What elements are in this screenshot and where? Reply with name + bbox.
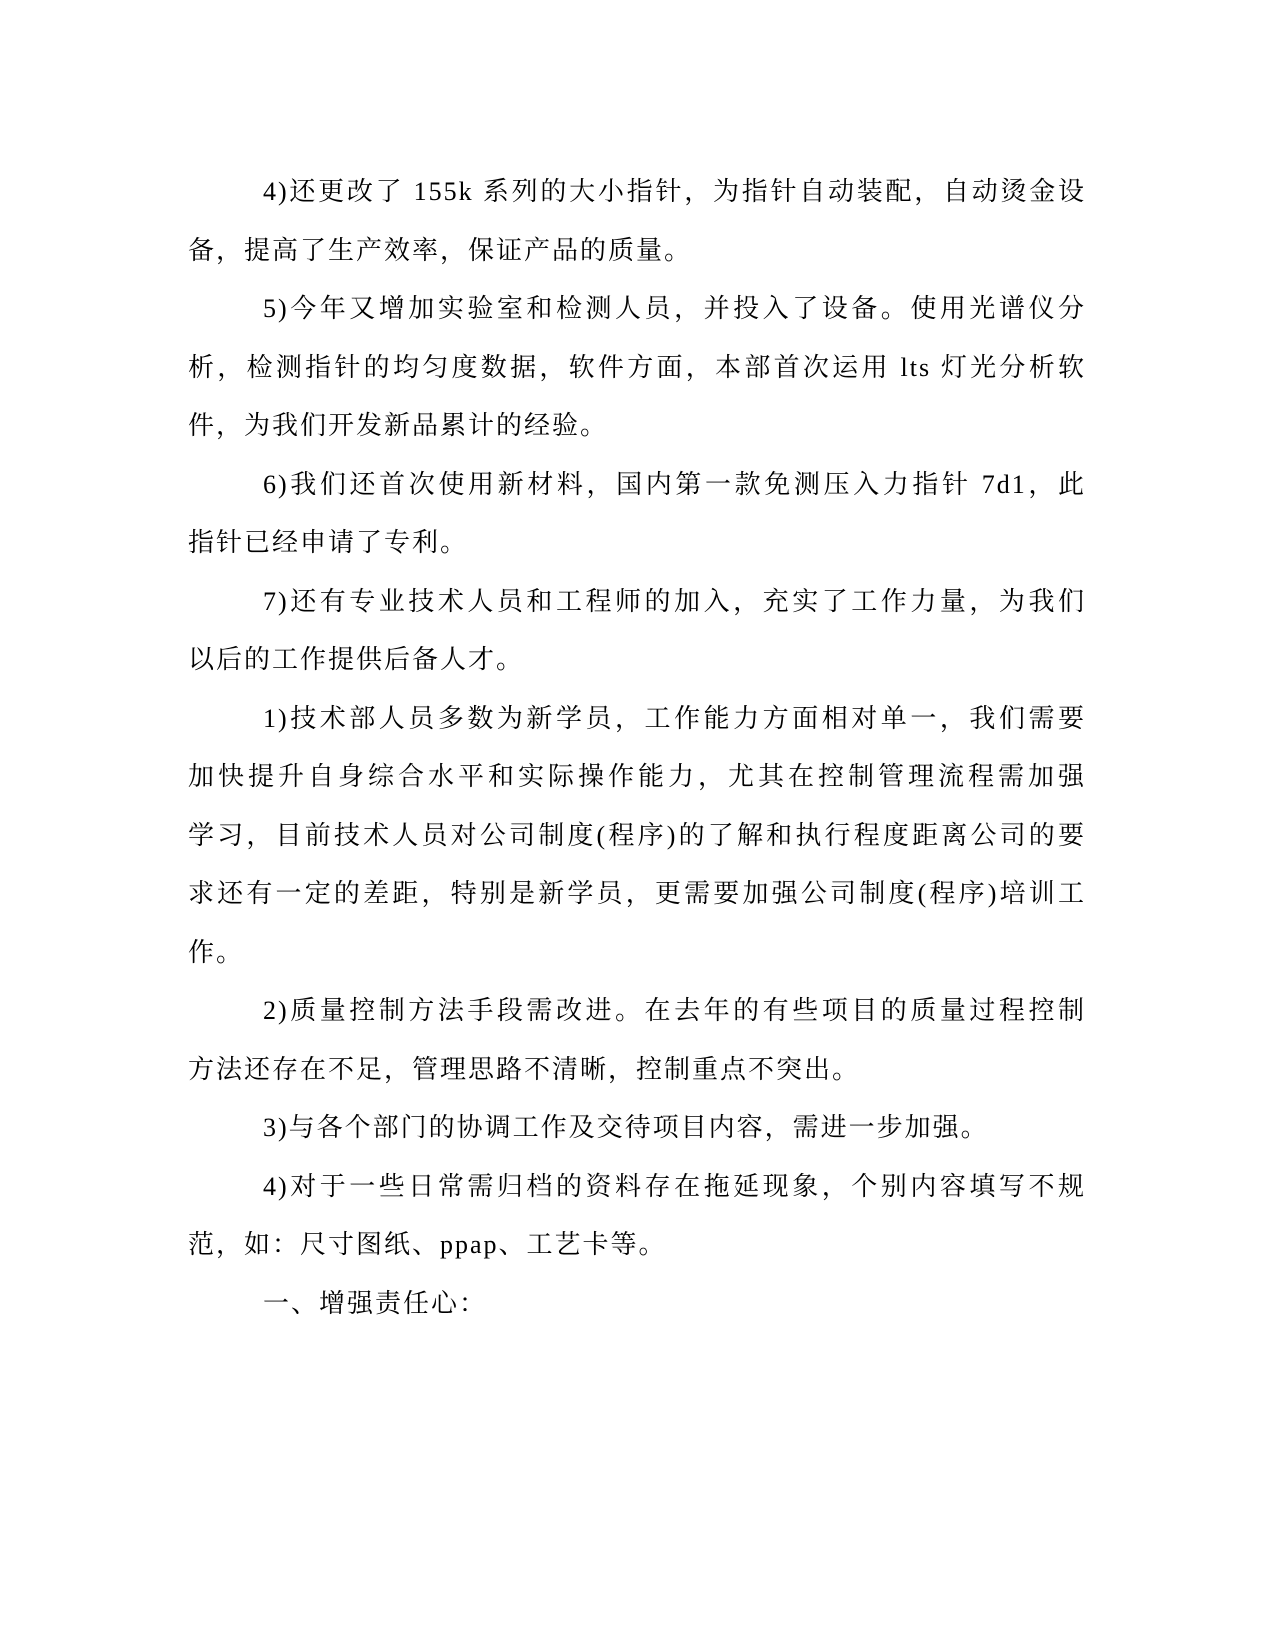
text-line: 1)技术部人员多数为新学员，工作能力方面相对单一，我们需要 bbox=[263, 703, 1086, 733]
text-line: 学习，目前技术人员对公司制度(程序)的了解和执行程度距离公司的要 bbox=[188, 820, 1086, 850]
document-body bbox=[188, 163, 1086, 1333]
paragraph-issue-3-coordination bbox=[188, 1099, 1086, 1158]
text-line: 3)与各个部门的协调工作及交待项目内容，需进一步加强。 bbox=[263, 1113, 989, 1142]
text-line: 4)还更改了 155k 系列的大小指针，为指针自动装配，自动烫金设 bbox=[263, 177, 1086, 206]
text-line: 析，检测指针的均匀度数据，软件方面，本部首次运用 lts 灯光分析软 bbox=[188, 352, 1086, 382]
paragraph-issue-2-quality bbox=[188, 982, 1086, 1099]
paragraph-issue-1-training bbox=[188, 690, 1086, 983]
text-line: 备，提高了生产效率，保证产品的质量。 bbox=[188, 235, 693, 265]
paragraph-heading-responsibility bbox=[188, 1275, 1086, 1334]
text-line: 方法还存在不足，管理思路不清晰，控制重点不突出。 bbox=[188, 1054, 861, 1084]
text-line: 求还有一定的差距，特别是新学员，更需要加强公司制度(程序)培训工 bbox=[188, 879, 1086, 908]
text-line: 7)还有专业技术人员和工程师的加入，充实了工作力量，为我们 bbox=[263, 586, 1086, 616]
text-line: 范，如：尺寸图纸、ppap、工艺卡等。 bbox=[188, 1230, 667, 1259]
paragraph-item-4-pointers bbox=[188, 163, 1086, 280]
paragraph-item-5-lab bbox=[188, 280, 1086, 456]
text-line: 2)质量控制方法手段需改进。在去年的有些项目的质量过程控制 bbox=[263, 996, 1086, 1025]
paragraph-item-7-staff bbox=[188, 573, 1086, 690]
text-line: 件，为我们开发新品累计的经验。 bbox=[188, 411, 609, 440]
text-line: 5)今年又增加实验室和检测人员，并投入了设备。使用光谱仪分 bbox=[263, 294, 1086, 323]
text-line: 6)我们还首次使用新材料，国内第一款免测压入力指针 7d1，此 bbox=[263, 469, 1086, 499]
paragraph-item-6-material bbox=[188, 456, 1086, 573]
paragraph-issue-4-archiving bbox=[188, 1158, 1086, 1275]
text-line: 指针已经申请了专利。 bbox=[188, 528, 469, 557]
text-line: 一、增强责任心： bbox=[263, 1288, 488, 1318]
text-line: 4)对于一些日常需归档的资料存在拖延现象，个别内容填写不规 bbox=[263, 1171, 1086, 1201]
text-line: 加快提升自身综合水平和实际操作能力，尤其在控制管理流程需加强 bbox=[188, 762, 1086, 791]
text-line: 以后的工作提供后备人才。 bbox=[188, 645, 525, 674]
text-line: 作。 bbox=[188, 937, 245, 967]
